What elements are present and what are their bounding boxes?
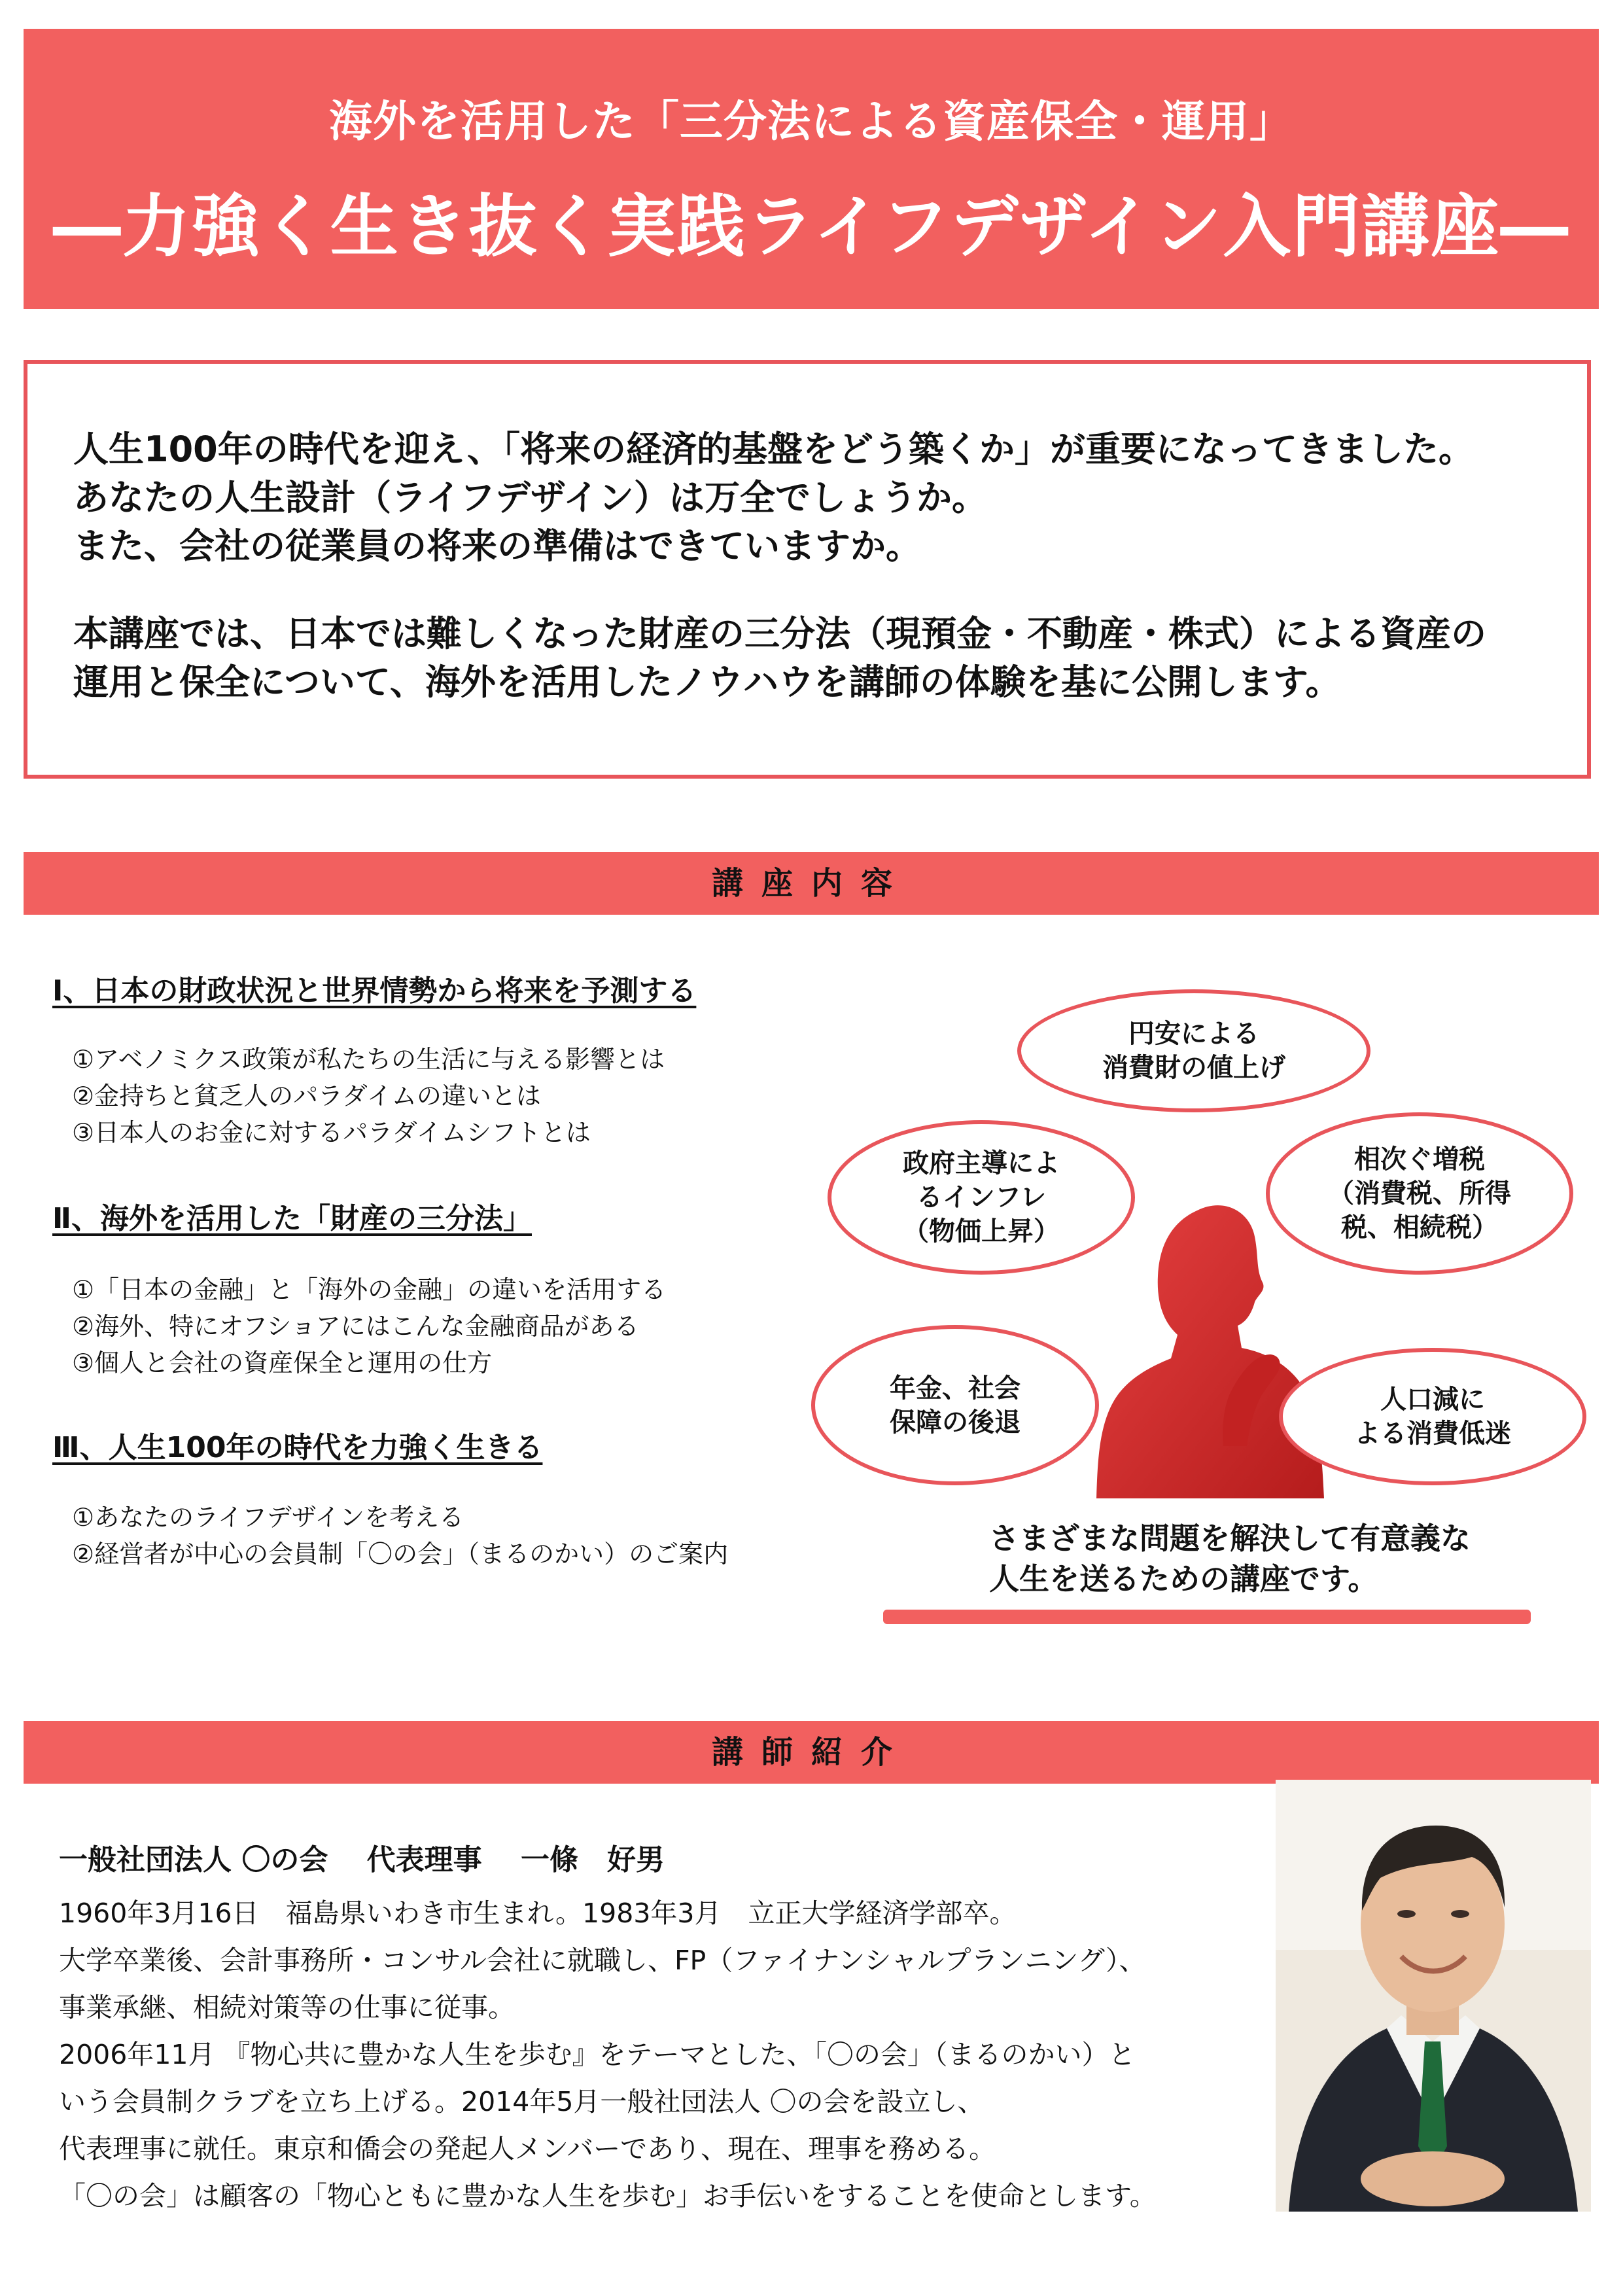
banner-subtitle: 海外を活用した「三分法による資産保全・運用」	[329, 96, 1293, 147]
course-item: ③日本人のお金に対するパラダイムシフトとは	[72, 1118, 591, 1147]
summary-line: さまざまな問題を解決して有意義な	[989, 1521, 1471, 1556]
bio-line: 2006年11月 『物心共に豊かな人生を歩む』をテーマとした、「〇の会」（まるのかい）と	[59, 2039, 1136, 2070]
lecturer-section-title: 講師紹介	[711, 1734, 911, 1771]
bio-line: 大学卒業後、会計事務所・コンサル会社に就職し、FP（ファイナンシャルプランニング）、	[59, 1945, 1146, 1976]
bubble-line: 相次ぐ増税	[1354, 1144, 1485, 1174]
intro-line: 運用と保全について、海外を活用したノウハウを講師の体験を基に公開します。	[73, 662, 1341, 703]
title-banner	[24, 29, 1599, 309]
intro-line: あなたの人生設計（ライフデザイン）は万全でしょうか。	[73, 477, 987, 518]
course-item: ①「日本の金融」と「海外の金融」の違いを活用する	[72, 1275, 667, 1304]
course-item: ①あなたのライフデザインを考える	[72, 1503, 464, 1532]
lecturer-photo	[1276, 1780, 1591, 2212]
bio-line: 事業承継、相続対策等の仕事に従事。	[59, 1992, 515, 2023]
bubble-line: 円安による	[1128, 1019, 1259, 1049]
portrait-image	[1276, 1780, 1591, 2212]
bubble-yen	[1017, 989, 1370, 1112]
course-item: ②海外、特にオフショアにはこんな金融商品がある	[72, 1312, 639, 1341]
bio-line: 1960年3月16日 福島県いわき市生まれ。1983年3月 立正大学経済学部卒。	[59, 1898, 1017, 1929]
bubble-line: 政府主導によ	[903, 1148, 1060, 1178]
bio-line: いう会員制クラブを立ち上げる。2014年5月一般社団法人 〇の会を設立し、	[59, 2086, 985, 2117]
course-heading-2: Ⅱ、海外を活用した「財産の三分法」	[52, 1202, 532, 1235]
summary-line: 人生を送るための講座です。	[989, 1561, 1378, 1597]
summary-underline	[883, 1610, 1531, 1624]
bubble-line: 税、相続税）	[1341, 1212, 1498, 1243]
bubble-line: 人口減に	[1380, 1385, 1485, 1415]
bubble-line: よる消費低迷	[1354, 1419, 1511, 1449]
intro-line: 人生100年の時代を迎え、「将来の経済的基盤をどう築くか」が重要になってきました。	[73, 429, 1474, 470]
lecturer-name: 一般社団法人 〇の会 代表理事 一條 好男	[59, 1843, 665, 1877]
bubble-line: 消費財の値上げ	[1102, 1053, 1285, 1083]
course-item: ②金持ちと貧乏人のパラダイムの違いとは	[72, 1082, 541, 1110]
bubble-tax	[1266, 1112, 1573, 1275]
intro-line: 本講座では、日本では難しくなった財産の三分法（現預金・不動産・株式）による資産の	[73, 613, 1486, 654]
bubble-pension	[811, 1325, 1099, 1485]
bubble-line: 年金、社会	[890, 1373, 1021, 1404]
lecturer-bio	[59, 1890, 1157, 2219]
bubble-inflation	[828, 1120, 1135, 1275]
bubble-line: （消費税、所得	[1328, 1178, 1511, 1209]
lecturer-section-bar	[24, 1721, 1599, 1784]
course-item: ③個人と会社の資産保全と運用の仕方	[72, 1349, 493, 1377]
course-summary	[989, 1518, 1471, 1599]
banner-title: ―力強く生き抜く実践ライフデザイン入門講座―	[52, 186, 1570, 266]
bubble-line: るインフレ	[916, 1182, 1047, 1212]
bubble-line: （物価上昇）	[903, 1216, 1060, 1246]
course-section-title: 講座内容	[711, 865, 911, 902]
course-heading-3: Ⅲ、人生100年の時代を力強く生きる	[52, 1431, 543, 1464]
course-item: ①アベノミクス政策が私たちの生活に与える影響とは	[72, 1045, 665, 1074]
bubble-line: 保障の後退	[890, 1407, 1021, 1438]
course-heading-1: Ⅰ、日本の財政状況と世界情勢から将来を予測する	[52, 974, 697, 1008]
bubble-population	[1279, 1348, 1586, 1485]
intro-line: また、会社の従業員の将来の準備はできていますか。	[73, 525, 921, 567]
bio-line: 代表理事に就任。東京和僑会の発起人メンバーであり、現在、理事を務める。	[59, 2133, 996, 2164]
bio-line: 「〇の会」は顧客の「物心ともに豊かな人生を歩む」お手伝いをすることを使命とします。	[59, 2180, 1157, 2212]
course-section-bar	[24, 852, 1599, 915]
course-item: ②経営者が中心の会員制「〇の会」（まるのかい）のご案内	[72, 1540, 729, 1568]
